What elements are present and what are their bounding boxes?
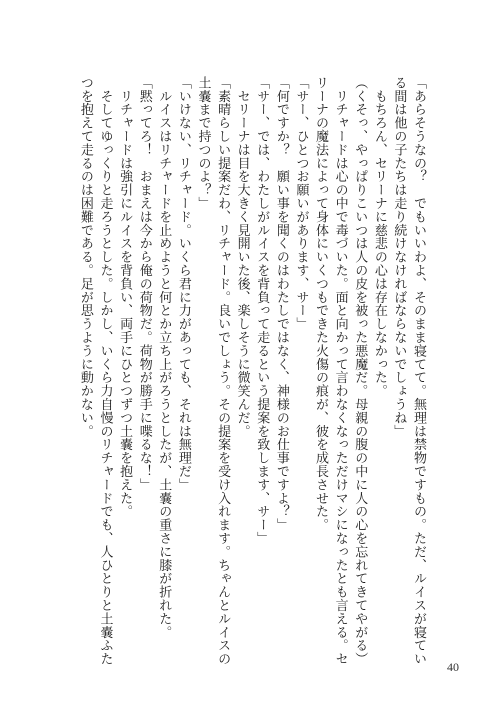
text-line: 「サー、では、わたしがルイスを背負って走るという提案を致します、サー」 — [254, 76, 270, 545]
text-line: 「何ですか？ 願い事を聞くのはわたしではなく、神様のお仕事ですよ？」 — [273, 76, 289, 532]
text-line: つを抱えて走るのは困難である。足が思うように動かない。 — [77, 76, 93, 438]
vertical-text-body — [75, 76, 428, 666]
text-line: そしてゆっくりと走ろうとした。しかし、いくら力自慢のリチャードでも、人ひとりと土嚢ふた — [97, 76, 113, 666]
text-line: 「サー、ひとつお願いがあります、サー」 — [293, 76, 309, 331]
text-line: 「黙ってろ！ おまえは今から俺の荷物だ。荷物が勝手に喋るな！」 — [136, 76, 152, 492]
text-line: 「いけない、リチャード。いくら君に力があっても、それは無理だ」 — [175, 76, 191, 492]
text-line: リチャードは強引にルイスを背負い、両手にひとつずつ土嚢を抱えた。 — [117, 76, 133, 519]
page-number: 40 — [447, 660, 459, 674]
text-line: セリーナは目を大きく見開いた後、楽しそうに微笑んだ。 — [234, 76, 250, 438]
text-line: る間は他の子たちは走り続けなければならないでしょうね」 — [391, 76, 407, 438]
text-line: 「素晴らしい提案だわ、リチャード。良いでしょう。その提案を受け入れます。ちゃんとルイスの — [215, 76, 231, 666]
text-line: ルイスはリチャードを止めようと何とか立ち上がろうとしたが、土嚢の重さに膝が折れた。 — [156, 76, 172, 639]
text-line: もちろん、セリーナに慈悲の心は存在しなかった。 — [371, 76, 387, 398]
text-line: 「あらそうなの？ でもいいわよ、そのまま寝てて。無理は禁物ですもの。ただ、ルイスが寝てい — [411, 76, 426, 666]
text-line: （くそっ、やっぱりこいつは人の皮を被った悪魔だ。母親の腹の中に人の心を忘れてきてやがる） — [352, 76, 368, 666]
text-line: リチャードは心の中で毒づいた。面と向かって言わなくなっただけマシになったとも言える。セ — [332, 76, 348, 666]
text-line: リーナの魔法によって身体にいくつもできた火傷の痕が、彼を成長させた。 — [313, 76, 329, 532]
text-line: 土嚢まで持つのよ？」 — [195, 76, 211, 210]
